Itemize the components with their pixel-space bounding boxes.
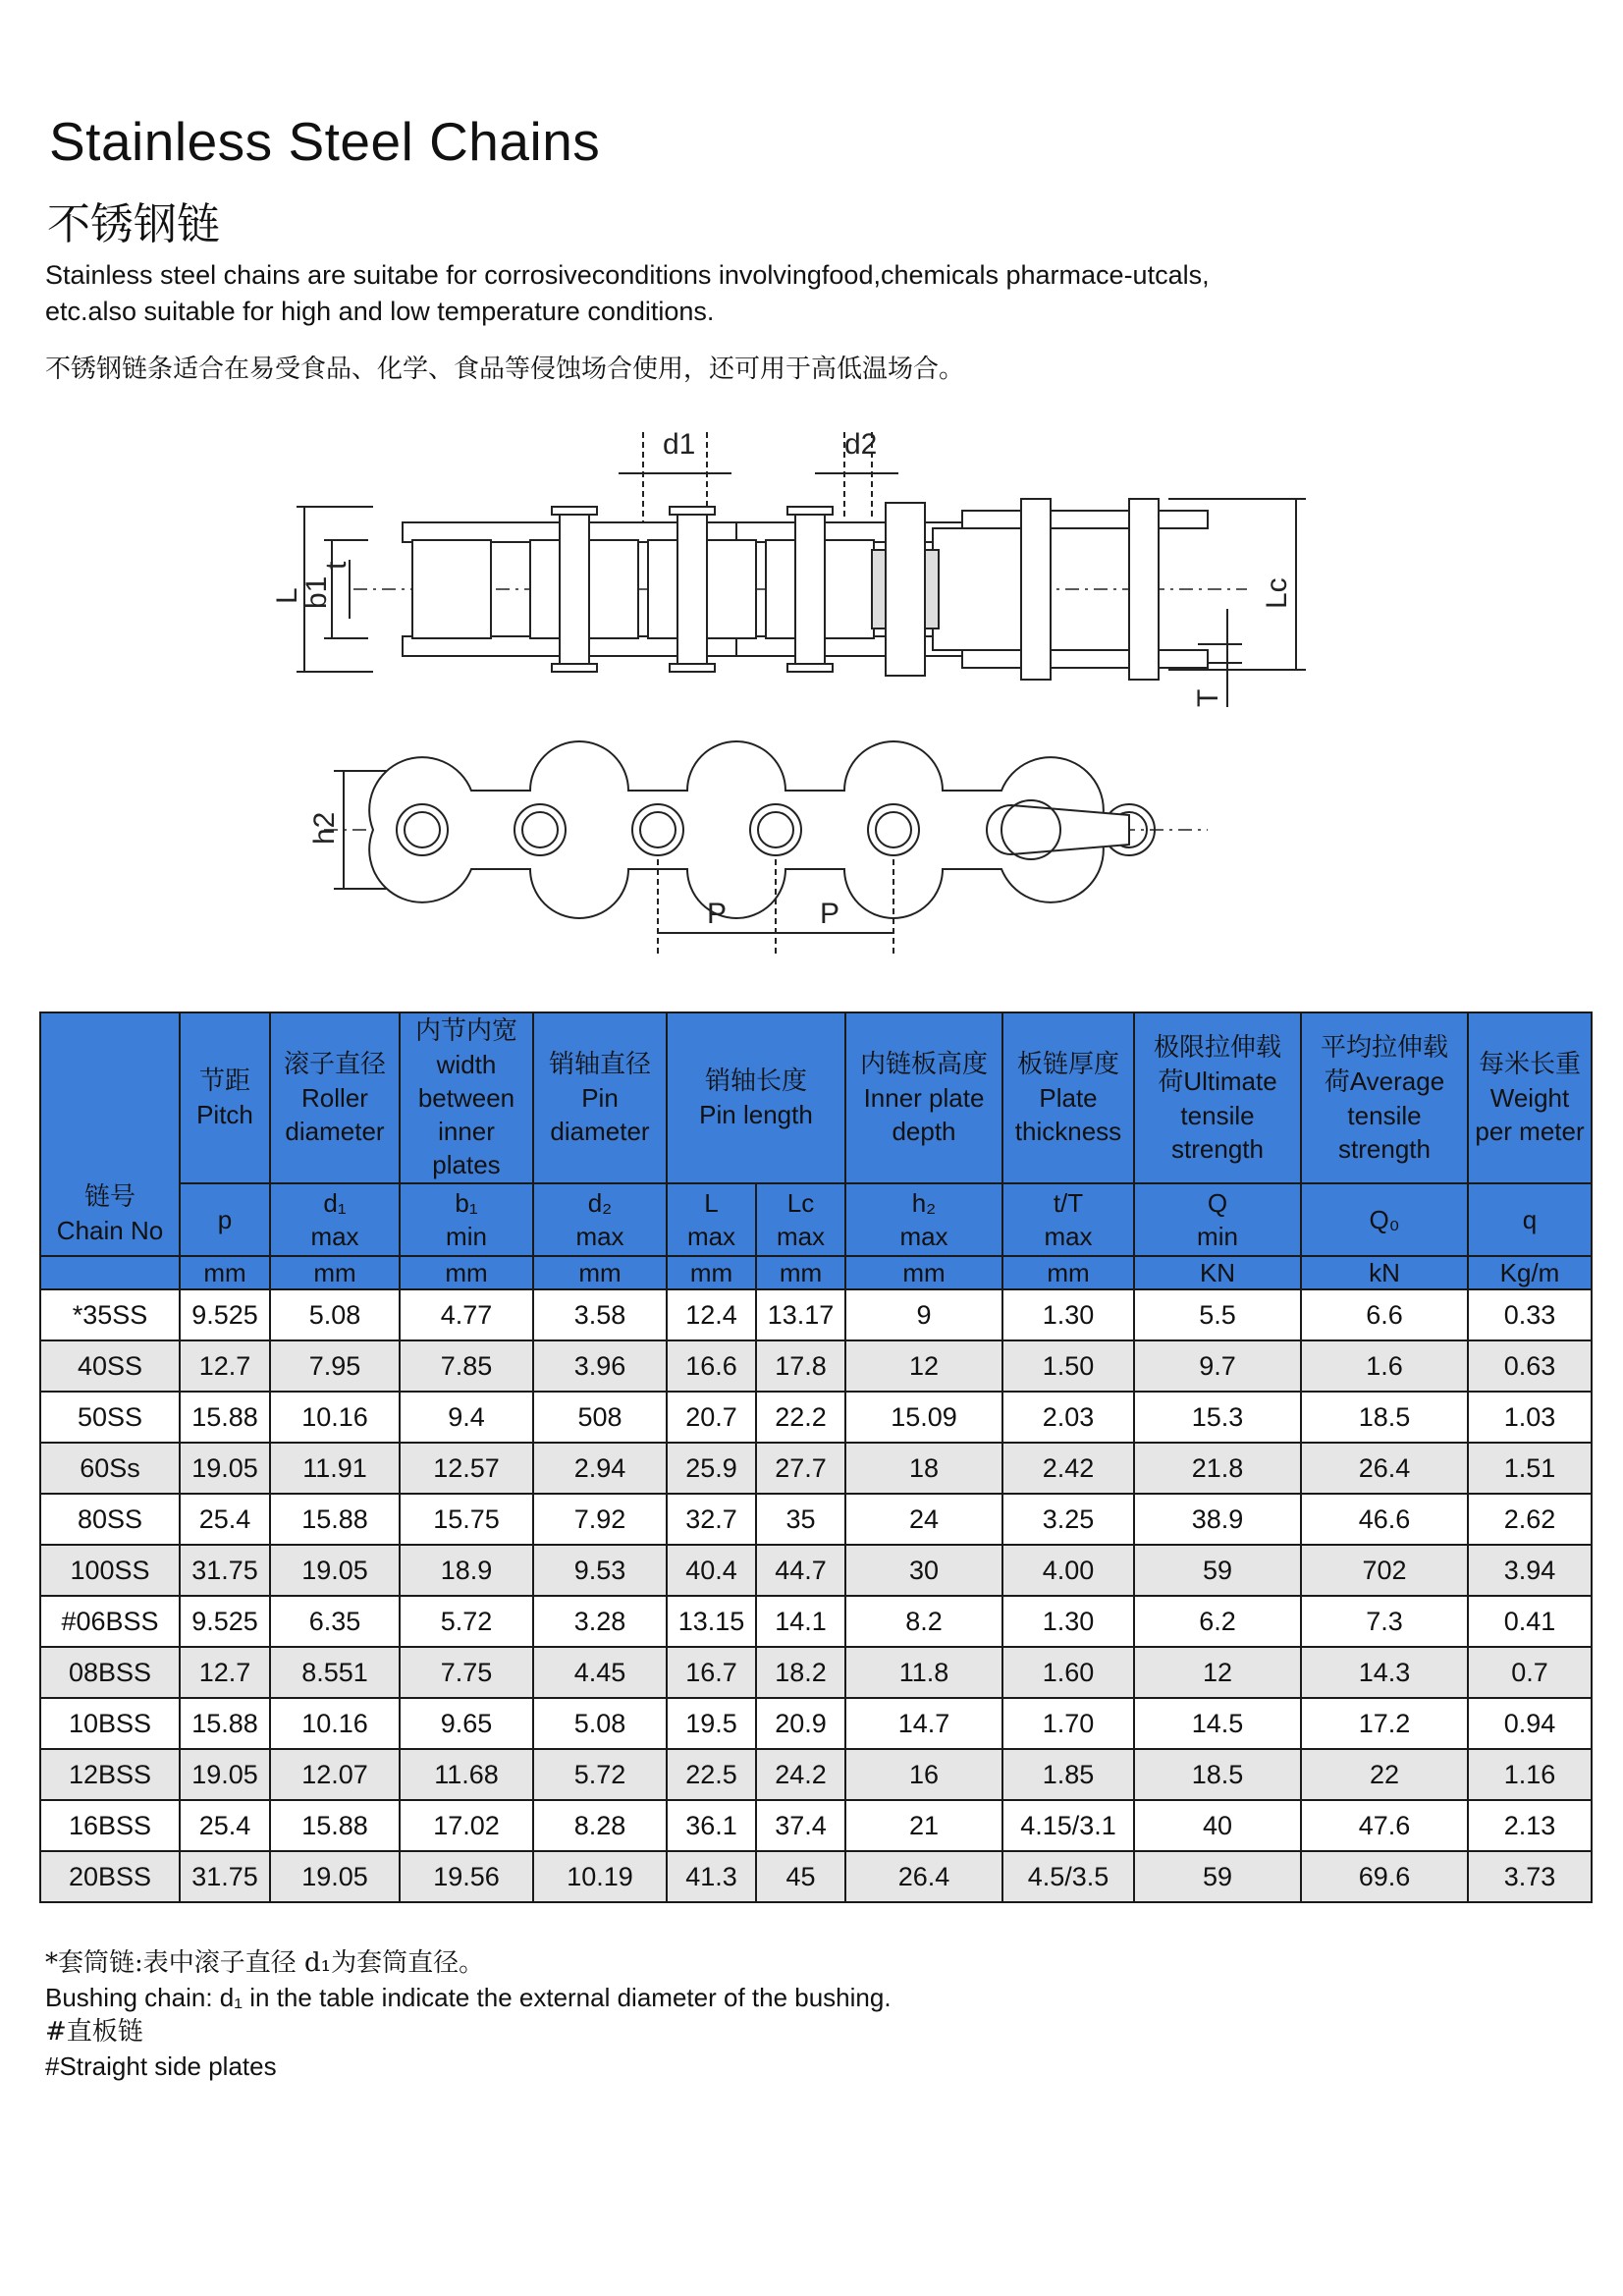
table-cell: 19.05 [270,1851,400,1902]
unit-cell: mm [1002,1256,1134,1289]
table-cell: 12.7 [180,1340,270,1392]
table-row [40,1596,1592,1647]
table-cell: 69.6 [1301,1851,1468,1902]
table-cell: 4.00 [1002,1545,1134,1596]
table-cell: 31.75 [180,1851,270,1902]
table-cell: 9 [845,1289,1002,1340]
table-cell: 2.94 [533,1443,667,1494]
unit-cell: mm [667,1256,756,1289]
table-cell: 1.51 [1468,1443,1592,1494]
table-cell: 19.05 [270,1545,400,1596]
table-cell: 3.58 [533,1289,667,1340]
label-L: L [271,587,303,604]
footnote-bushing-cn: *套筒链:表中滚子直径 d₁为套筒直径。 [45,1948,485,1978]
table-cell: 32.7 [667,1494,756,1545]
table-cell: 0.63 [1468,1340,1592,1392]
table-cell: 1.16 [1468,1749,1592,1800]
table-cell: 12.7 [180,1647,270,1698]
table-cell: 47.6 [1301,1800,1468,1851]
table-cell: 18.5 [1134,1749,1301,1800]
table-cell: 1.60 [1002,1647,1134,1698]
table-cell: 2.03 [1002,1392,1134,1443]
table-cell: 702 [1301,1545,1468,1596]
table-cell: 6.2 [1134,1596,1301,1647]
symbol-cell: d₁ max [270,1183,400,1256]
footnote-bushing-en: Bushing chain: d₁ in the table indicate the external diameter of the bushing. [45,1983,892,2012]
table-cell: 19.5 [667,1698,756,1749]
table-cell: 1.30 [1002,1596,1134,1647]
table-cell: 45 [756,1851,845,1902]
table-cell: 10.16 [270,1698,400,1749]
table-cell: 12 [845,1340,1002,1392]
footnote-straight-cn: #直板链 [45,2017,143,2047]
table-cell: 7.95 [270,1340,400,1392]
footnotes [45,1946,892,2084]
symbol-cell: q [1468,1183,1592,1256]
chain-no-cell: 20BSS [40,1851,180,1902]
table-cell: 30 [845,1545,1002,1596]
table-cell: 15.88 [180,1392,270,1443]
label-p-1: P [707,898,728,930]
description-cn: 不锈钢链条适合在易受食品、化学、食品等侵蚀场合使用，还可用于高低温场合。 [45,355,965,384]
symbol-cell: Lc max [756,1183,845,1256]
table-cell: 5.5 [1134,1289,1301,1340]
table-cell: 13.15 [667,1596,756,1647]
table-row [40,1698,1592,1749]
table-cell: 1.70 [1002,1698,1134,1749]
chain-no-cell: 40SS [40,1340,180,1392]
label-d2: d2 [844,428,878,461]
table-cell: 16.7 [667,1647,756,1698]
table-cell: 1.30 [1002,1289,1134,1340]
table-cell: 35 [756,1494,845,1545]
footnote-straight-en: #Straight side plates [45,2051,277,2081]
table-row [40,1392,1592,1443]
table-cell: 5.72 [533,1749,667,1800]
table-cell: 19.05 [180,1749,270,1800]
unit-cell: Kg/m [1468,1256,1592,1289]
table-cell: 21.8 [1134,1443,1301,1494]
chain-side-view-diagram [285,751,1227,967]
table-row [40,1545,1592,1596]
table-cell: 25.4 [180,1800,270,1851]
symbol-cell: t/T max [1002,1183,1134,1256]
table-cell: 24.2 [756,1749,845,1800]
table-cell: 8.2 [845,1596,1002,1647]
table-cell: 1.85 [1002,1749,1134,1800]
table-row [40,1647,1592,1698]
table-cell: 5.72 [400,1596,533,1647]
table-cell: 18 [845,1443,1002,1494]
table-cell: 40.4 [667,1545,756,1596]
table-cell: 15.75 [400,1494,533,1545]
table-cell: 38.9 [1134,1494,1301,1545]
table-cell: 22.2 [756,1392,845,1443]
table-cell: 11.68 [400,1749,533,1800]
table-cell: 9.7 [1134,1340,1301,1392]
table-cell: 44.7 [756,1545,845,1596]
table-cell: 14.3 [1301,1647,1468,1698]
table-cell: 46.6 [1301,1494,1468,1545]
table-cell: 7.85 [400,1340,533,1392]
label-Lc: Lc [1261,577,1293,609]
table-cell: 36.1 [667,1800,756,1851]
table-cell: 5.08 [533,1698,667,1749]
table-row [40,1443,1592,1494]
table-cell: 13.17 [756,1289,845,1340]
table-cell: 24 [845,1494,1002,1545]
table-cell: 59 [1134,1545,1301,1596]
table-cell: 7.92 [533,1494,667,1545]
unit-cell: mm [180,1256,270,1289]
table-cell: 18.9 [400,1545,533,1596]
table-cell: 6.6 [1301,1289,1468,1340]
header-chain-no: 链号 Chain No [40,1012,180,1256]
table-cell: 18.2 [756,1647,845,1698]
table-cell: 508 [533,1392,667,1443]
table-cell: 22.5 [667,1749,756,1800]
table-row [40,1289,1592,1340]
table-cell: 4.45 [533,1647,667,1698]
table-cell: 8.28 [533,1800,667,1851]
header-weight: 每米长重 Weight per meter [1468,1012,1592,1183]
table-cell: 10.16 [270,1392,400,1443]
table-cell: 0.94 [1468,1698,1592,1749]
symbol-cell: L max [667,1183,756,1256]
header-average-tensile: 平均拉伸载 荷Average tensile strength [1301,1012,1468,1183]
table-cell: 12.57 [400,1443,533,1494]
unit-cell: KN [1134,1256,1301,1289]
unit-cell: mm [270,1256,400,1289]
label-h2: h2 [308,811,341,845]
table-cell: 15.88 [270,1800,400,1851]
header-pitch: 节距 Pitch [180,1012,270,1183]
table-cell: 1.6 [1301,1340,1468,1392]
table-cell: 18.5 [1301,1392,1468,1443]
chain-no-cell: #06BSS [40,1596,180,1647]
table-row [40,1340,1592,1392]
table-cell: 27.7 [756,1443,845,1494]
header-symbol-row [40,1183,1592,1256]
chain-no-cell: 16BSS [40,1800,180,1851]
description-en [45,257,1518,330]
header-inner-plate-depth: 内链板高度 Inner plate depth [845,1012,1002,1183]
table-cell: 19.05 [180,1443,270,1494]
label-d1: d1 [663,428,696,461]
table-cell: 16.6 [667,1340,756,1392]
table-cell: 40 [1134,1800,1301,1851]
header-roller-diameter: 滚子直径 Roller diameter [270,1012,400,1183]
table-cell: 0.7 [1468,1647,1592,1698]
description-en-line1: Stainless steel chains are suitabe for corrosiveconditions involvingfood,chemicals pharmace-utcals, [45,260,1210,290]
table-cell: 12.4 [667,1289,756,1340]
table-cell: 21 [845,1800,1002,1851]
label-p-2: P [820,898,840,930]
table-cell: 4.15/3.1 [1002,1800,1134,1851]
table-cell: 15.09 [845,1392,1002,1443]
table-cell: 37.4 [756,1800,845,1851]
unit-cell-blank [40,1256,180,1289]
table-cell: 17.2 [1301,1698,1468,1749]
description-en-line2: etc.also suitable for high and low temperature conditions. [45,297,715,326]
table-cell: 4.77 [400,1289,533,1340]
table-cell: 19.56 [400,1851,533,1902]
table-cell: 25.4 [180,1494,270,1545]
unit-cell: mm [845,1256,1002,1289]
table-cell: 3.96 [533,1340,667,1392]
table-cell: 12 [1134,1647,1301,1698]
table-cell: 3.73 [1468,1851,1592,1902]
table-cell: 0.33 [1468,1289,1592,1340]
table-cell: 20.9 [756,1698,845,1749]
symbol-cell: d₂ max [533,1183,667,1256]
table-cell: 12.07 [270,1749,400,1800]
table-cell: 9.53 [533,1545,667,1596]
table-cell: 22 [1301,1749,1468,1800]
unit-cell: mm [756,1256,845,1289]
table-cell: 26.4 [845,1851,1002,1902]
chain-no-cell: 60Ss [40,1443,180,1494]
symbol-cell: b₁ min [400,1183,533,1256]
table-cell: 8.551 [270,1647,400,1698]
page-subtitle-cn: 不锈钢链 [47,199,220,249]
label-b1: b1 [300,575,333,609]
chain-spec-table [39,1011,1593,1903]
table-cell: 5.08 [270,1289,400,1340]
chain-no-cell: 08BSS [40,1647,180,1698]
header-ultimate-tensile: 极限拉伸载 荷Ultimate tensile strength [1134,1012,1301,1183]
table-cell: 3.94 [1468,1545,1592,1596]
table-cell: 2.62 [1468,1494,1592,1545]
header-pin-diameter: 销轴直径 Pin diameter [533,1012,667,1183]
table-cell: 16 [845,1749,1002,1800]
header-unit-row [40,1256,1592,1289]
symbol-cell: Q₀ [1301,1183,1468,1256]
table-cell: 17.02 [400,1800,533,1851]
label-t: t [320,561,352,570]
table-row [40,1749,1592,1800]
unit-cell: kN [1301,1256,1468,1289]
table-cell: 59 [1134,1851,1301,1902]
table-cell: 1.50 [1002,1340,1134,1392]
table-cell: 1.03 [1468,1392,1592,1443]
table-cell: 2.13 [1468,1800,1592,1851]
chain-no-cell: 100SS [40,1545,180,1596]
unit-cell: mm [533,1256,667,1289]
chain-no-cell: *35SS [40,1289,180,1340]
table-cell: 17.8 [756,1340,845,1392]
label-T: T [1192,688,1224,707]
table-cell: 14.7 [845,1698,1002,1749]
table-cell: 15.88 [270,1494,400,1545]
table-cell: 9.525 [180,1596,270,1647]
chain-top-view-diagram [271,412,1325,727]
table-cell: 0.41 [1468,1596,1592,1647]
symbol-cell: Q min [1134,1183,1301,1256]
symbol-cell: h₂ max [845,1183,1002,1256]
table-cell: 26.4 [1301,1443,1468,1494]
table-cell: 31.75 [180,1545,270,1596]
table-cell: 14.5 [1134,1698,1301,1749]
table-cell: 11.8 [845,1647,1002,1698]
table-cell: 9.65 [400,1698,533,1749]
table-cell: 6.35 [270,1596,400,1647]
header-inner-width: 内节内宽 width between inner plates [400,1012,533,1183]
table-cell: 20.7 [667,1392,756,1443]
chain-no-cell: 12BSS [40,1749,180,1800]
chain-no-cell: 50SS [40,1392,180,1443]
table-cell: 10.19 [533,1851,667,1902]
table-cell: 7.75 [400,1647,533,1698]
symbol-cell: p [180,1183,270,1256]
table-cell: 7.3 [1301,1596,1468,1647]
chain-no-cell: 10BSS [40,1698,180,1749]
table-cell: 14.1 [756,1596,845,1647]
header-plate-thickness: 板链厚度 Plate thickness [1002,1012,1134,1183]
table-cell: 2.42 [1002,1443,1134,1494]
table-cell: 15.88 [180,1698,270,1749]
table-cell: 3.28 [533,1596,667,1647]
table-cell: 3.25 [1002,1494,1134,1545]
table-cell: 41.3 [667,1851,756,1902]
spec-table-body [40,1289,1592,1902]
table-cell: 11.91 [270,1443,400,1494]
table-cell: 9.4 [400,1392,533,1443]
unit-cell: mm [400,1256,533,1289]
table-row [40,1851,1592,1902]
table-cell: 15.3 [1134,1392,1301,1443]
table-row [40,1494,1592,1545]
page-title: Stainless Steel Chains [49,111,601,172]
chain-no-cell: 80SS [40,1494,180,1545]
table-row [40,1800,1592,1851]
header-pin-length: 销轴长度 Pin length [667,1012,845,1183]
table-cell: 4.5/3.5 [1002,1851,1134,1902]
table-cell: 25.9 [667,1443,756,1494]
table-cell: 9.525 [180,1289,270,1340]
